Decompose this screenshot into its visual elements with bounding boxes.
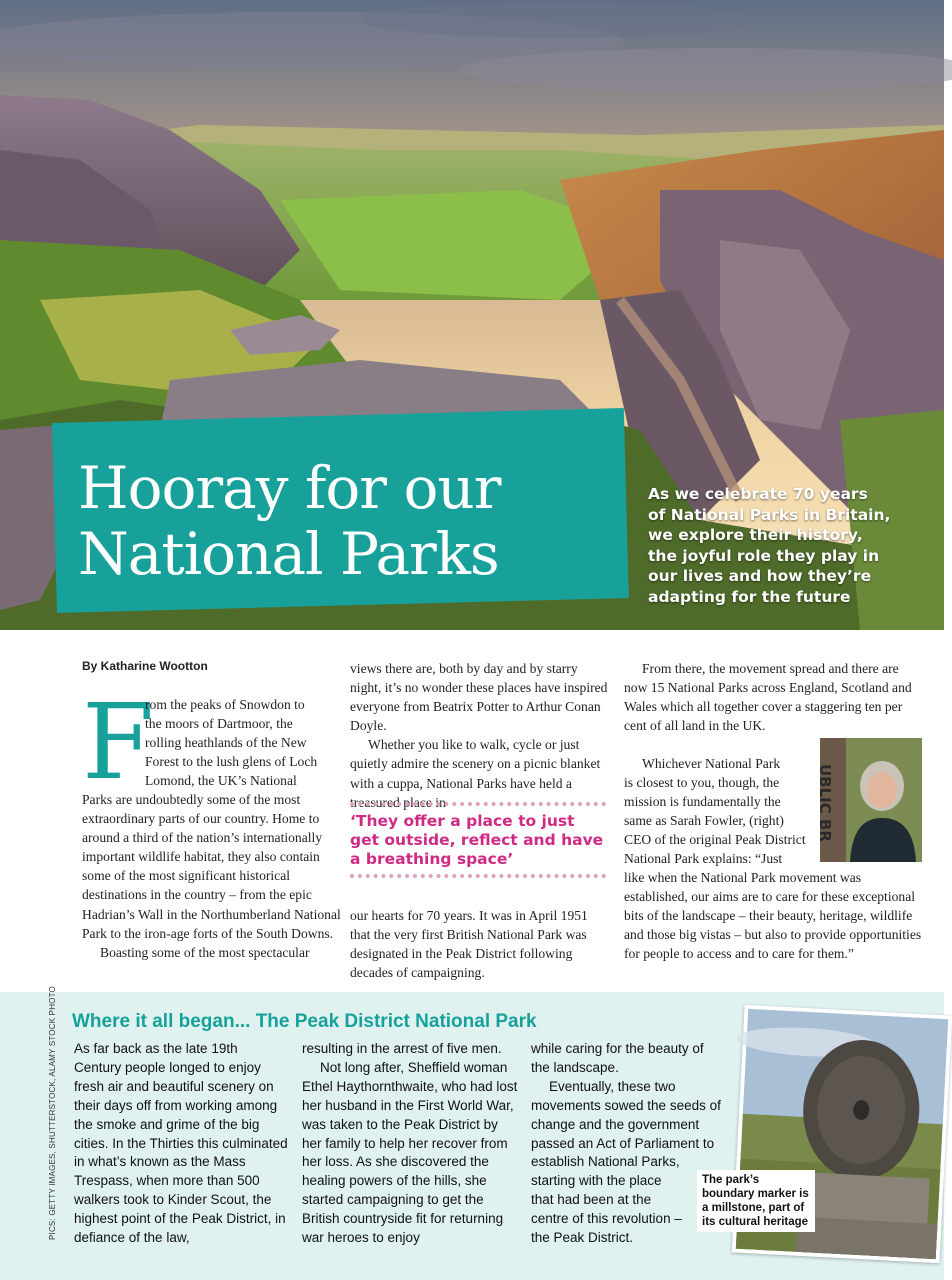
article-col2-bottom [350,906,608,982]
wrap-line: National Park explains: “Just [624,851,783,867]
wrap-line: same as Sarah Fowler, (right) [624,813,784,829]
portrait-illustration [816,738,922,862]
wrap-line: the Peak District. [531,1230,634,1246]
pull-quote [350,802,606,878]
sarah-fowler-portrait [816,738,922,862]
article-col2-top [350,659,608,812]
lead-line: the moors of Dartmoor, the [145,716,293,732]
lead-line: Forest to the lush glens of Loch [145,754,318,770]
photo-credit [48,986,62,1250]
paragraph: Whether you like to walk, cycle or just quietly admire the scenery on a picnic blanket with a cuppa, National Parks have held a treasured place in [350,737,601,810]
paragraph: As far back as the late 19th Century people longed to enjoy fresh air and beautiful scenery on their days off from working among the smoke and grime of the big cities. In the Thirties this culminated in what’s known as the Mass Trespass, when more than 500 walkers took to Kinder Scout, the highest point of the Peak District, in defiance of the law, [74,1041,288,1246]
sidebar-col2 [302,1040,518,1248]
sidebar-col3 [531,1040,721,1248]
drop-cap: F [82,681,155,803]
standfirst-line: we explore their history, [648,526,863,544]
paragraph: From there, the movement spread and there are now 15 National Parks across England, Scotland and Wales which all together cover a staggering ten per cent of all land in the UK. [624,661,912,734]
photo-credit-text: PICS: GETTY IMAGES, SHUTTERSTOCK, ALAMY STOCK PHOTO [48,986,57,1240]
standfirst-line: the joyful role they play in [648,546,880,565]
lead-line: Lomond, the UK’s National [145,773,297,789]
paragraph: our hearts for 70 years. It was in April 1951 that the very first British National Park was designated in the Peak District following decades of campaigning. [350,908,588,981]
article-col1 [82,790,342,962]
article-col3-wrap [624,754,820,869]
article-col3-bottom [624,868,924,963]
wrap-line: CEO of the original Peak District [624,832,806,848]
wrap-line: starting with the place [531,1173,662,1189]
article-col3-top [624,659,924,735]
wrap-line: centre of this revolution – [531,1211,682,1227]
sign-text: UBLIC BR [816,764,834,842]
standfirst-line: As we celebrate 70 years [648,485,868,503]
wrap-line: is closest to you, though, the [624,775,780,791]
headline-line-2: National Parks [78,520,499,588]
paragraph: Parks are undoubtedly some of the most extraordinary parts of our country. Home to around a third of the nation’s internationally important wildlife habitat, they also contain some of the most significant historical destinations in the country – from the epic Hadrian’s Wall in the Northumberland National Park to the iron-age forts of the South Downs. [82,792,341,941]
standfirst-line: adapting for the future [648,587,851,606]
standfirst-line: our lives and how they’re [648,567,872,585]
sidebar-col1 [74,1040,288,1248]
wrap-line: mission is fundamentally the [624,794,781,810]
lead-line: rom the peaks of Snowdon to [145,697,305,712]
byline: By Katharine Wootton [82,659,208,673]
headline [78,455,500,587]
paragraph: Not long after, Sheffield woman Ethel Haythornthwaite, who had lost her husband in the First World War, was taken to the Peak District by her family to help her recover from her loss. As she discovered the healing powers of the hills, she started campaigning to get the British countryside fit for returning war heroes to enjoy [302,1059,518,1246]
wrap-line: Whichever National Park [642,756,781,771]
paragraph: views there are, both by day and by starry night, it’s no wonder these places have inspired everyone from Beatrix Potter to Arthur Conan Doyle. [350,661,608,734]
standfirst-line: of National Parks in Britain, [648,505,891,524]
headline-line-1: Hooray for our [78,454,501,522]
paragraph: like when the National Park movement was established, our aims are to care for these exceptional bits of the landscape – their beauty, heritage, wildlife and those big vistas – but also to provide opportunities for people to access and to care for them.” [624,870,922,962]
sidebar-title: Where it all began... The Peak District National Park [72,1011,537,1032]
pull-quote-line: ‘They offer a place to just [350,812,575,830]
paragraph: Boasting some of the most spectacular [100,944,310,960]
lead-line: rolling heathlands of the New [145,735,307,751]
article-col1-lead [145,695,345,790]
paragraph: resulting in the arrest of five men. [302,1041,502,1056]
standfirst [648,484,938,607]
wrap-line: that had been at the [531,1192,652,1208]
pull-quote-line: get outside, reflect and have [350,831,604,849]
paragraph: Eventually, these two movements sowed the seeds of change and the government passed an Act of Parliament to establish National Parks, [531,1078,721,1170]
photo-caption: The park’s boundary marker is a millstone, part of its cultural heritage [697,1170,815,1232]
paragraph: while caring for the beauty of the landscape. [531,1041,704,1075]
pull-quote-line: a breathing space’ [350,850,514,868]
